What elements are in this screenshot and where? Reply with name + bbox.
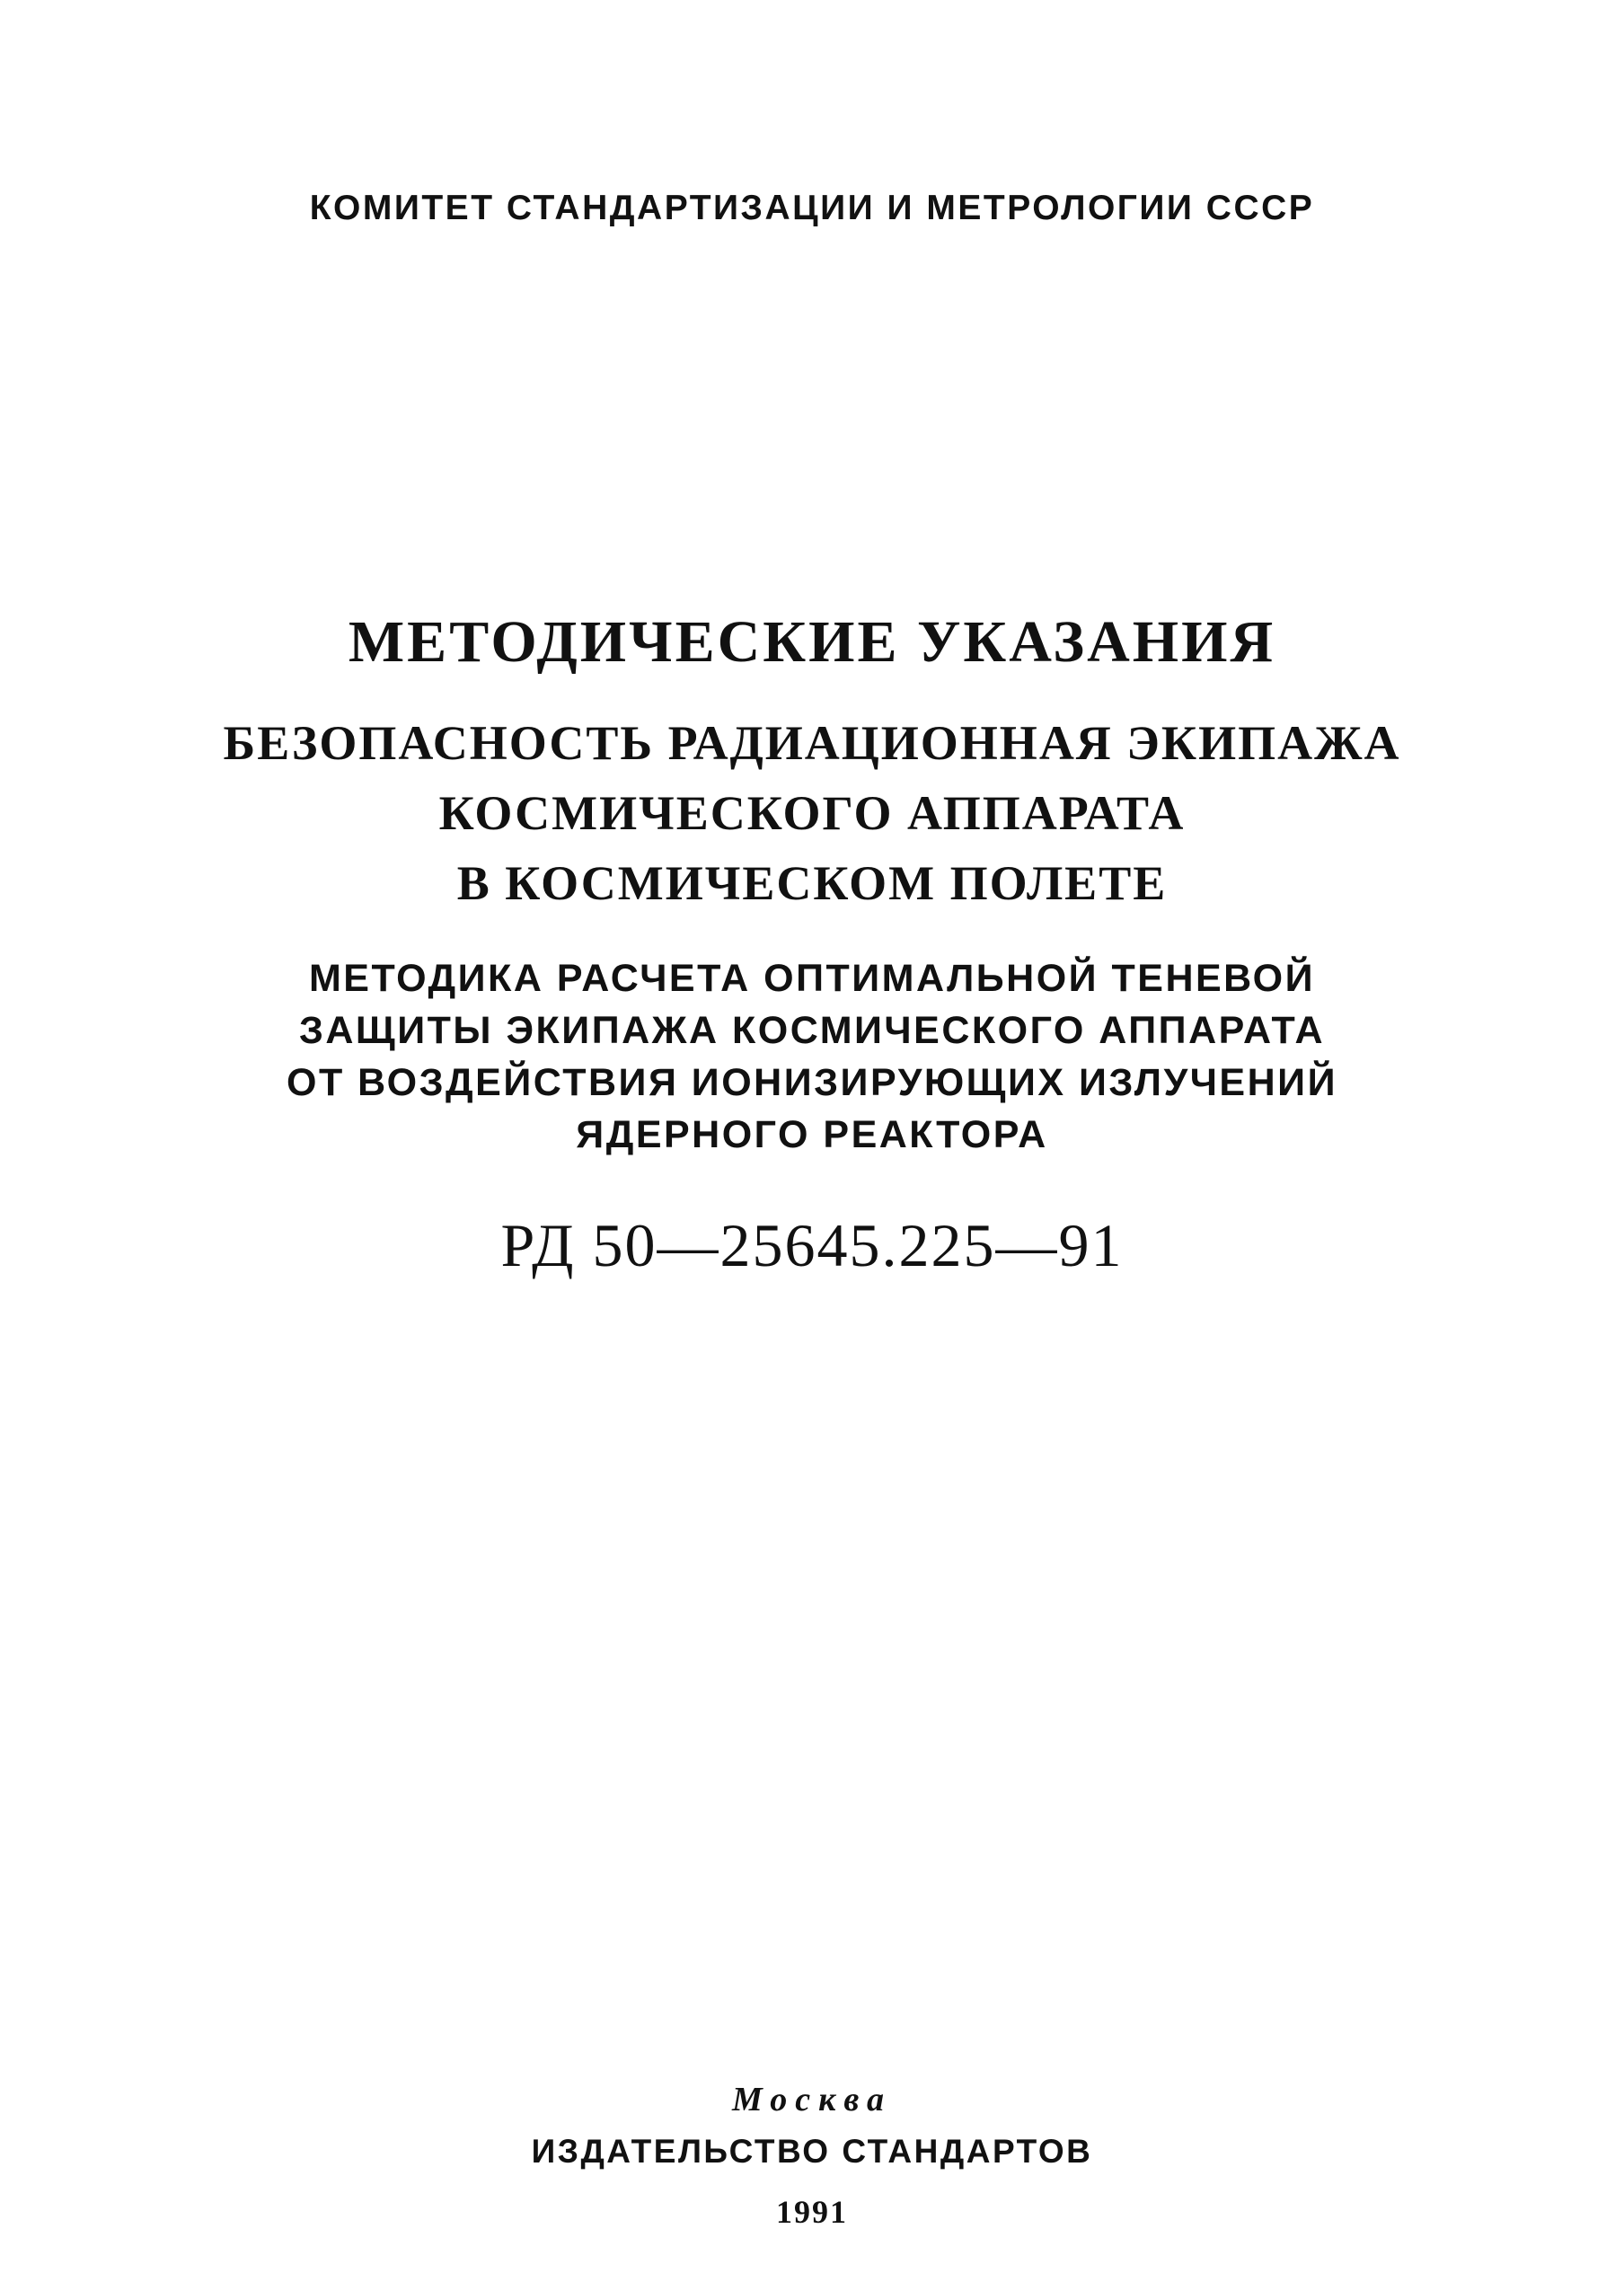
method-line-2: ЗАЩИТЫ ЭКИПАЖА КОСМИЧЕСКОГО АППАРАТА (298, 1009, 1326, 1052)
method-line-4: ЯДЕРНОГО РЕАКТОРА (576, 1113, 1048, 1156)
imprint-city: Москва (731, 2081, 893, 2118)
document-type: МЕТОДИЧЕСКИЕ УКАЗАНИЯ (348, 609, 1276, 675)
document-designation: РД 50—25645.225—91 (500, 1211, 1124, 1279)
method-line-3: ОТ ВОЗДЕЙСТВИЯ ИОНИЗИРУЮЩИХ ИЗЛУЧЕНИЙ (287, 1061, 1337, 1104)
imprint-year: 1991 (776, 2194, 848, 2230)
subject-line-1: БЕЗОПАСНОСТЬ РАДИАЦИОННАЯ ЭКИПАЖА (223, 716, 1401, 770)
subject-line-2: КОСМИЧЕСКОГО АППАРАТА (438, 786, 1186, 840)
subject-line-3: В КОСМИЧЕСКОМ ПОЛЕТЕ (456, 856, 1168, 910)
method-line-1: МЕТОДИКА РАСЧЕТА ОПТИМАЛЬНОЙ ТЕНЕВОЙ (308, 957, 1316, 1000)
committee-name: КОМИТЕТ СТАНДАРТИЗАЦИИ И МЕТРОЛОГИИ СССР (309, 189, 1315, 227)
imprint-publisher: ИЗДАТЕЛЬСТВО СТАНДАРТОВ (531, 2133, 1093, 2170)
